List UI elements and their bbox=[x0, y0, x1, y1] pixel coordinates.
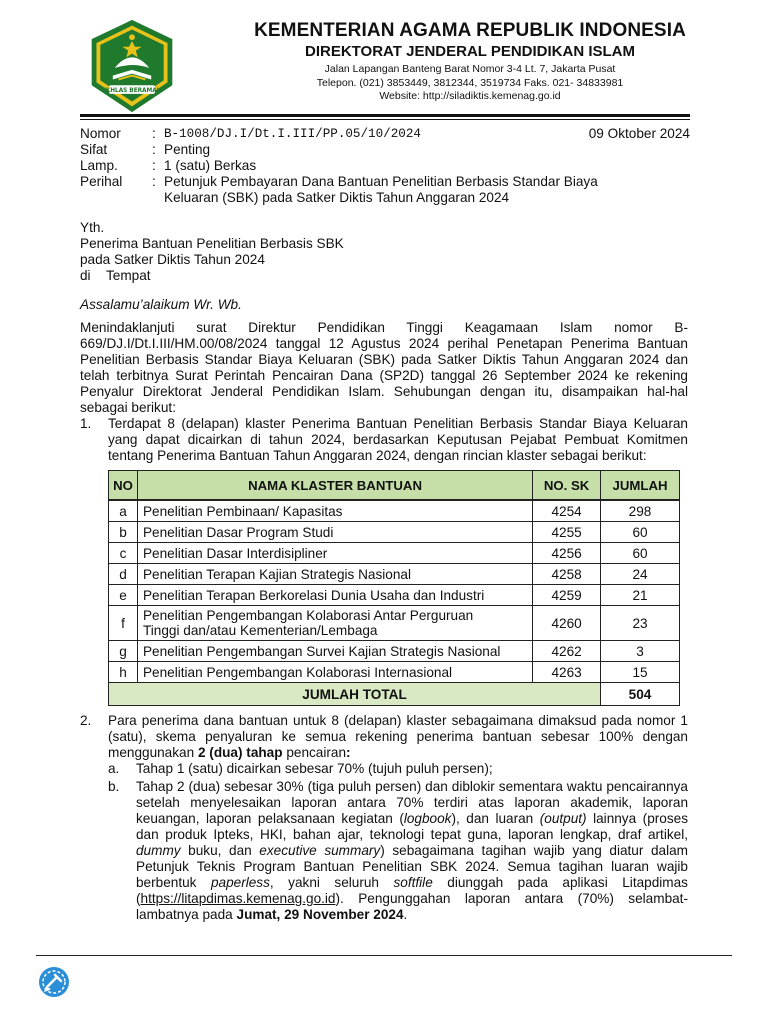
sub-b-italic: dummy bbox=[136, 843, 181, 858]
row-name: Penelitian Terapan Berkorelasi Dunia Usaha dan Industri bbox=[137, 585, 532, 606]
lamp-value: 1 (satu) Berkas bbox=[164, 158, 257, 173]
point-2-part: pencairan bbox=[282, 745, 347, 760]
table-row bbox=[109, 522, 680, 543]
row-no: e bbox=[109, 585, 138, 606]
point-1-text: Terdapat 8 (delapan) klaster Penerima Bantuan Penelitian Berbasis Standar Biaya Keluaran yang dapat dicairkan di tahun 2024, berdasarkan Keputusan Pejabat Pembuat Komitmen tentang Penerima Bantuan Tahun Anggaran 2024, dengan rincian klaster sebagai berikut: bbox=[108, 416, 688, 463]
perihal-value bbox=[164, 174, 690, 206]
sub-b-label: b. bbox=[108, 779, 120, 794]
signature-badge-icon bbox=[38, 966, 70, 998]
row-no: f bbox=[109, 606, 138, 641]
row-name: Penelitian Pengembangan Kolaborasi Internasional bbox=[137, 662, 532, 683]
point-2-part: Para penerima dana bantuan untuk 8 (delapan) klaster sebagaimana dimaksud pada nomor 1 (satu), skema penyaluran ke semua rekening penerima bantuan sebesar 100% dengan menggunakan bbox=[108, 713, 688, 760]
row-name-line-1: Penelitian Pengembangan Kolaborasi Antar Perguruan bbox=[142, 608, 474, 623]
row-jumlah: 60 bbox=[601, 543, 680, 564]
row-jumlah: 21 bbox=[601, 585, 680, 606]
sub-b-part: diunggah pada aplikasi Litapdimas ( bbox=[136, 875, 688, 906]
point-2-colon: : bbox=[346, 745, 351, 760]
tempat-label: Tempat bbox=[106, 268, 151, 283]
row-name: Penelitian Pengembangan Survei Kajian Strategis Nasional bbox=[137, 641, 532, 662]
sub-b-part: , yakni seluruh bbox=[269, 875, 394, 890]
addressee-block bbox=[80, 220, 688, 284]
row-name: Penelitian Dasar Interdisipliner bbox=[137, 543, 532, 564]
row-name-line-2: Tinggi dan/atau Kementerian/Lembaga bbox=[142, 623, 378, 638]
lamp-row bbox=[80, 158, 690, 174]
row-sk: 4260 bbox=[533, 606, 601, 641]
yth: Yth. bbox=[80, 220, 105, 235]
nomor-label: Nomor bbox=[80, 126, 121, 141]
sub-b-part: Tahap 2 (dua) sebesar 30% (tiga puluh persen) dan diblokir sementara waktu pencairannya setelah menyelesaikan laporan antara 70% terdiri atas laporan akademik, laporan keuangan, laporan pelaksanaan kegiatan ( bbox=[136, 779, 688, 826]
row-sk: 4256 bbox=[533, 543, 601, 564]
sub-b-part: buku, dan bbox=[180, 843, 260, 858]
sub-b-italic: softfile bbox=[393, 875, 433, 890]
total-value: 504 bbox=[601, 683, 680, 706]
row-sk: 4262 bbox=[533, 641, 601, 662]
perihal-row bbox=[80, 174, 690, 206]
lamp-label: Lamp. bbox=[80, 158, 118, 173]
table-row bbox=[109, 641, 680, 662]
sub-b-italic: logbook bbox=[403, 811, 452, 826]
website-line: Website: http://siladiktis.kemenag.go.id bbox=[379, 90, 561, 102]
nomor-value: B-1008/DJ.I/Dt.I.III/PP.05/10/2024 bbox=[164, 127, 421, 141]
letter-meta bbox=[80, 126, 690, 206]
row-no: d bbox=[109, 564, 138, 585]
letterhead-rule-thick bbox=[80, 114, 690, 117]
row-jumlah: 298 bbox=[601, 500, 680, 522]
row-sk: 4259 bbox=[533, 585, 601, 606]
sub-b-part: . bbox=[403, 907, 408, 922]
footer-rule bbox=[36, 955, 732, 956]
directorate-title: DIREKTORAT JENDERAL PENDIDIKAN ISLAM bbox=[304, 43, 636, 60]
di-label: di bbox=[80, 268, 91, 283]
row-name: Penelitian Pembinaan/ Kapasitas bbox=[137, 500, 532, 522]
point-2-number: 2. bbox=[80, 713, 92, 728]
contact-block bbox=[190, 63, 750, 104]
table-header-row bbox=[109, 471, 680, 501]
row-jumlah: 15 bbox=[601, 662, 680, 683]
table-row bbox=[109, 500, 680, 522]
addressee-line-2: pada Satker Diktis Tahun 2024 bbox=[80, 252, 265, 267]
row-sk: 4254 bbox=[533, 500, 601, 522]
table-row bbox=[109, 543, 680, 564]
address-line: Jalan Lapangan Banteng Barat Nomor 3-4 Lt. 7, Jakarta Pusat bbox=[324, 63, 616, 75]
point-2-text bbox=[108, 713, 688, 761]
sub-b-italic: paperless bbox=[210, 875, 270, 890]
row-jumlah: 3 bbox=[601, 641, 680, 662]
letterhead-rule-thin bbox=[80, 119, 690, 120]
sub-b-italic: (output) bbox=[539, 811, 587, 826]
header-jumlah: JUMLAH bbox=[601, 471, 680, 501]
colon: : bbox=[152, 126, 156, 141]
row-no: h bbox=[109, 662, 138, 683]
letter-date: 09 Oktober 2024 bbox=[588, 126, 690, 141]
row-no: a bbox=[109, 500, 138, 522]
colon: : bbox=[152, 158, 156, 173]
row-jumlah: 24 bbox=[601, 564, 680, 585]
colon: : bbox=[152, 142, 156, 157]
kemenag-logo bbox=[84, 18, 180, 114]
sub-b-text bbox=[136, 779, 688, 923]
sifat-row bbox=[80, 142, 690, 158]
sub-b-part: ), dan luaran bbox=[451, 811, 540, 826]
total-label: JUMLAH TOTAL bbox=[109, 683, 601, 706]
addressee-place bbox=[80, 268, 688, 284]
row-sk: 4263 bbox=[533, 662, 601, 683]
header-sk: NO. SK bbox=[533, 471, 601, 501]
table-row bbox=[109, 606, 680, 641]
sub-b-part: lainnya (proses dan produk Ipteks, HKI, bahan ajar, teknologi tepat guna, laporan lengkap, draf artikel, bbox=[136, 811, 688, 842]
header-name: NAMA KLASTER BANTUAN bbox=[137, 471, 532, 501]
total-row bbox=[109, 683, 680, 706]
deadline-date: Jumat, 29 November 2024 bbox=[236, 907, 404, 922]
row-name bbox=[137, 606, 532, 641]
row-name: Penelitian Dasar Program Studi bbox=[137, 522, 532, 543]
ministry-title: KEMENTERIAN AGAMA REPUBLIK INDONESIA bbox=[254, 20, 686, 41]
table-row bbox=[109, 585, 680, 606]
addressee-line-1: Penerima Bantuan Penelitian Berbasis SBK bbox=[80, 236, 344, 251]
greeting: Assalamu’alaikum Wr. Wb. bbox=[80, 297, 242, 312]
colon: : bbox=[152, 174, 156, 189]
row-jumlah: 23 bbox=[601, 606, 680, 641]
row-jumlah: 60 bbox=[601, 522, 680, 543]
sifat-label: Sifat bbox=[80, 142, 108, 157]
sub-b-part: ) sebagaimana tagihan wajib yang diatur dalam Petunjuk Teknis Program Bantuan Penelitian SBK 2024. Semua tagihan luaran wajib berbentuk bbox=[136, 843, 689, 890]
perihal-line-2: Keluaran (SBK) pada Satker Diktis Tahun Anggaran 2024 bbox=[164, 190, 510, 205]
cluster-table bbox=[108, 470, 680, 706]
perihal-label: Perihal bbox=[80, 174, 123, 189]
sifat-value: Penting bbox=[164, 142, 211, 157]
sub-a-text: Tahap 1 (satu) dicairkan sebesar 70% (tujuh puluh persen); bbox=[136, 761, 493, 776]
intro-paragraph: Menindaklanjuti surat Direktur Pendidikan Tinggi Keagamaan Islam nomor B-669/DJ.I/Dt.I.III/HM.00/08/2024 tanggal 12 Agustus 2024 perihal Penetapan Penerima Bantuan Penelitian Berbasis Standar Biaya Keluaran (SBK) pada Satker Diktis Tahun Anggaran 2024 dan telah terbitnya Surat Perintah Pencairan Dana (SP2D) tanggal 26 September 2024 ke rekening Penyalur Direktorat Jenderal Pendidikan Islam. Sehubungan dengan itu, disampaikan hal-hal sebagai berikut: bbox=[80, 320, 688, 415]
sub-b-part: ). Pengunggahan laporan antara (70%) selambat-lambatnya pada bbox=[136, 891, 688, 922]
table-row bbox=[109, 564, 680, 585]
row-no: b bbox=[109, 522, 138, 543]
row-sk: 4258 bbox=[533, 564, 601, 585]
phone-line: Telepon. (021) 3853449, 3812344, 3519734 Faks. 021- 34833981 bbox=[316, 76, 624, 89]
row-no: c bbox=[109, 543, 138, 564]
row-sk: 4255 bbox=[533, 522, 601, 543]
point-1-number: 1. bbox=[80, 416, 92, 431]
point-2-bold: 2 (dua) tahap bbox=[197, 745, 283, 760]
row-name: Penelitian Terapan Kajian Strategis Nasional bbox=[137, 564, 532, 585]
header-no: NO bbox=[109, 471, 138, 501]
litapdimas-link[interactable]: https://litapdimas.kemenag.go.id bbox=[140, 891, 336, 906]
row-no: g bbox=[109, 641, 138, 662]
sub-b-italic: executive summary bbox=[259, 843, 381, 858]
perihal-line-1: Petunjuk Pembayaran Dana Bantuan Penelitian Berbasis Standar Biaya bbox=[164, 174, 598, 189]
table-row bbox=[109, 662, 680, 683]
logo-motto: IKHLAS BERAMAL bbox=[103, 87, 161, 94]
sub-a-label: a. bbox=[108, 761, 120, 776]
